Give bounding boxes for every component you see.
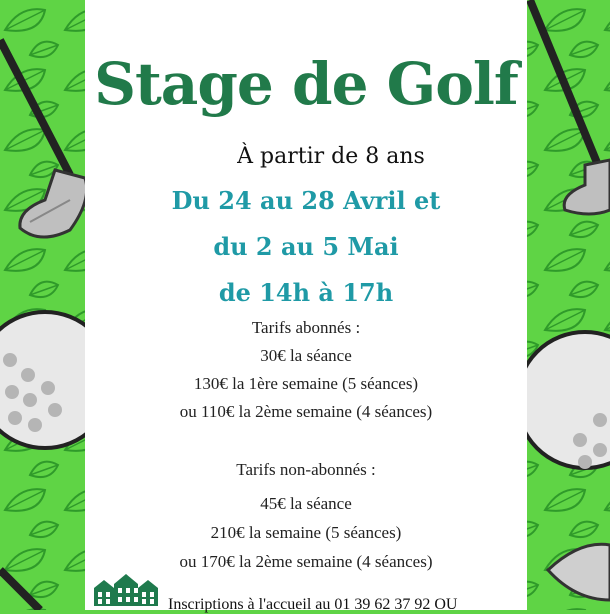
date-line-2: du 2 au 5 Mai — [213, 232, 399, 261]
subscriber-heading: Tarifs abonnés : — [251, 318, 361, 337]
registration-footer: Inscriptions à l'accueil au 01 39 62 37 92 OU — [168, 596, 458, 613]
chateau-logo-icon — [90, 566, 162, 610]
time-line: de 14h à 17h — [218, 278, 394, 307]
age-requirement: À partir de 8 ans — [237, 144, 425, 169]
poster-title: Stage de Golf — [94, 50, 518, 118]
subscriber-price: 130€ la 1ère semaine (5 séances) — [193, 374, 419, 393]
non-subscriber-price: 210€ la semaine (5 séances) — [210, 523, 402, 542]
date-line-1: Du 24 au 28 Avril et — [171, 186, 441, 215]
subscriber-price: ou 110€ la 2ème semaine (4 séances) — [179, 402, 433, 421]
non-subscriber-price: 45€ la séance — [260, 494, 352, 513]
subscriber-price: 30€ la séance — [260, 346, 352, 365]
non-subscriber-heading: Tarifs non-abonnés : — [236, 460, 376, 479]
non-subscriber-price: ou 170€ la 2ème semaine (4 séances) — [179, 552, 433, 571]
